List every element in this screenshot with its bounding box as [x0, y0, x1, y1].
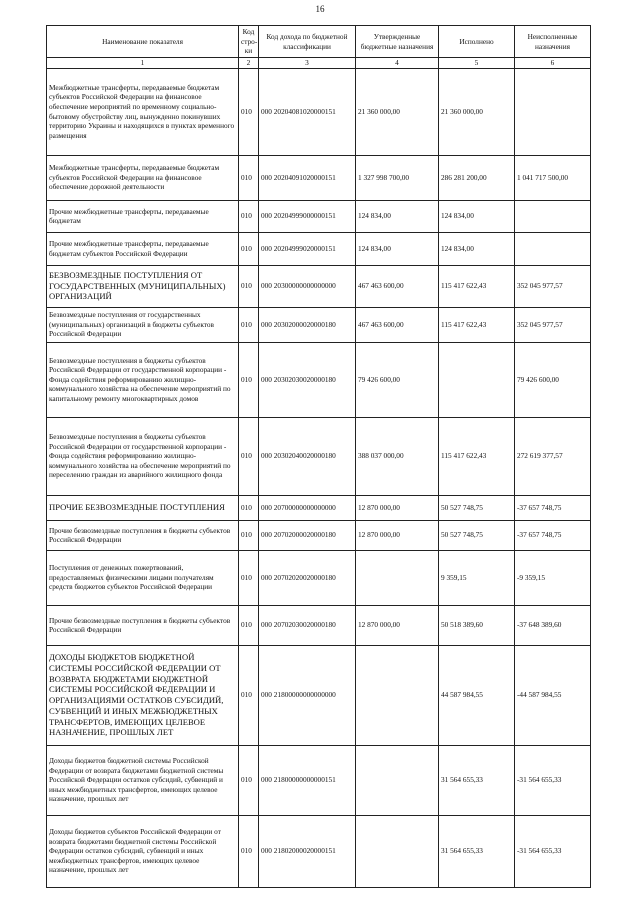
- row-income-code: 000 20302030020000180: [259, 342, 356, 417]
- table-row: [47, 417, 591, 495]
- row-income-code: 000 20302040020000180: [259, 417, 356, 495]
- row-unexecuted: 1 041 717 500,00: [515, 155, 591, 200]
- table-row: [47, 520, 591, 550]
- row-executed: 50 527 748,75: [439, 520, 515, 550]
- page-number: 16: [315, 4, 325, 14]
- row-line-code: 010: [239, 417, 259, 495]
- row-unexecuted: 272 619 377,57: [515, 417, 591, 495]
- table-row: [47, 815, 591, 887]
- row-line-code: 010: [239, 155, 259, 200]
- header-approved: Утвержденные бюджетные назначения: [356, 26, 439, 58]
- row-income-code: 000 21800000000000000: [259, 645, 356, 745]
- row-line-code: 010: [239, 307, 259, 342]
- row-unexecuted: -44 587 984,55: [515, 645, 591, 745]
- table-row: [47, 550, 591, 605]
- column-number: 1: [47, 58, 239, 69]
- row-income-code: 000 21802000020000151: [259, 815, 356, 887]
- row-approved: [356, 745, 439, 815]
- row-executed: 115 417 622,43: [439, 265, 515, 307]
- row-unexecuted: 352 045 977,57: [515, 307, 591, 342]
- row-name: Доходы бюджетов субъектов Российской Федерации от возврата бюджетами бюджетной системы Российской Федерации остатков субсидий, субвенций и иных межбюджетных трансфертов, имеющих целевое назначение, прошлых лет: [47, 815, 239, 887]
- row-line-code: 010: [239, 342, 259, 417]
- row-approved: 1 327 998 700,00: [356, 155, 439, 200]
- row-line-code: 010: [239, 745, 259, 815]
- row-income-code: 000 20204091020000151: [259, 155, 356, 200]
- table-row: [47, 342, 591, 417]
- row-executed: 50 527 748,75: [439, 495, 515, 520]
- row-unexecuted: 352 045 977,57: [515, 265, 591, 307]
- row-approved: 12 870 000,00: [356, 495, 439, 520]
- header-indicator-name: Наименование показателя: [47, 26, 239, 58]
- row-executed: 50 518 389,60: [439, 605, 515, 645]
- row-executed: [439, 342, 515, 417]
- row-name: Безвозмездные поступления от государственных (муниципальных) организаций в бюджеты субъектов Российской Федерации: [47, 307, 239, 342]
- row-unexecuted: -37 657 748,75: [515, 520, 591, 550]
- row-name: Прочие безвозмездные поступления в бюджеты субъектов Российской Федерации: [47, 605, 239, 645]
- row-line-code: 010: [239, 68, 259, 155]
- row-income-code: 000 20702030020000180: [259, 605, 356, 645]
- row-approved: 467 463 600,00: [356, 265, 439, 307]
- column-number: 3: [259, 58, 356, 69]
- header-income-code: Код дохода по бюджетной классификации: [259, 26, 356, 58]
- row-line-code: 010: [239, 265, 259, 307]
- table-row: [47, 495, 591, 520]
- header-executed: Исполнено: [439, 26, 515, 58]
- header-line-code: Код стро-ки: [239, 26, 259, 58]
- row-unexecuted: -9 359,15: [515, 550, 591, 605]
- table-row: [47, 307, 591, 342]
- row-name: Прочие безвозмездные поступления в бюджеты субъектов Российской Федерации: [47, 520, 239, 550]
- row-unexecuted: [515, 68, 591, 155]
- row-income-code: 000 20204081020000151: [259, 68, 356, 155]
- row-income-code: 000 20302000020000180: [259, 307, 356, 342]
- row-approved: [356, 550, 439, 605]
- row-income-code: 000 20702020020000180: [259, 550, 356, 605]
- table-row: [47, 155, 591, 200]
- row-name: Прочие межбюджетные трансферты, передаваемые бюджетам субъектов Российской Федерации: [47, 232, 239, 265]
- row-approved: 21 360 000,00: [356, 68, 439, 155]
- row-approved: 124 834,00: [356, 232, 439, 265]
- row-income-code: 000 20300000000000000: [259, 265, 356, 307]
- row-name: ДОХОДЫ БЮДЖЕТОВ БЮДЖЕТНОЙ СИСТЕМЫ РОССИЙСКОЙ ФЕДЕРАЦИИ ОТ ВОЗВРАТА БЮДЖЕТАМИ БЮДЖЕТНОЙ СИСТЕМЫ РОССИЙСКОЙ ФЕДЕРАЦИИ И ОРГАНИЗАЦИЯМИ ОСТАТКОВ СУБСИДИЙ, СУБВЕНЦИЙ И ИНЫХ МЕЖБЮДЖЕТНЫХ ТРАНСФЕРТОВ, ИМЕЮЩИХ ЦЕЛЕВОЕ НАЗНАЧЕНИЕ, ПРОШЛЫХ ЛЕТ: [47, 645, 239, 745]
- row-executed: 115 417 622,43: [439, 307, 515, 342]
- table-header-row: [47, 26, 591, 58]
- row-executed: 124 834,00: [439, 200, 515, 232]
- row-executed: 44 587 984,55: [439, 645, 515, 745]
- row-income-code: 000 20702000020000180: [259, 520, 356, 550]
- column-number: 5: [439, 58, 515, 69]
- row-executed: 124 834,00: [439, 232, 515, 265]
- row-executed: 286 281 200,00: [439, 155, 515, 200]
- row-name: Прочие межбюджетные трансферты, передаваемые бюджетам: [47, 200, 239, 232]
- row-name: БЕЗВОЗМЕЗДНЫЕ ПОСТУПЛЕНИЯ ОТ ГОСУДАРСТВЕННЫХ (МУНИЦИПАЛЬНЫХ) ОРГАНИЗАЦИЙ: [47, 265, 239, 307]
- table-row: [47, 68, 591, 155]
- row-approved: 467 463 600,00: [356, 307, 439, 342]
- row-unexecuted: [515, 200, 591, 232]
- row-name: Доходы бюджетов бюджетной системы Российской Федерации от возврата бюджетами бюджетной системы Российской Федерации остатков субсидий, субвенций и иных межбюджетных трансфертов, имеющих целевое назначение, прошлых лет: [47, 745, 239, 815]
- row-income-code: 000 21800000000000151: [259, 745, 356, 815]
- row-unexecuted: -37 657 748,75: [515, 495, 591, 520]
- row-line-code: 010: [239, 200, 259, 232]
- row-approved: 12 870 000,00: [356, 605, 439, 645]
- row-line-code: 010: [239, 495, 259, 520]
- row-name: Поступления от денежных пожертвований, предоставляемых физическими лицами получателям средств бюджетов субъектов Российской Федерации: [47, 550, 239, 605]
- row-income-code: 000 20700000000000000: [259, 495, 356, 520]
- column-number-row: [47, 58, 591, 69]
- budget-execution-table: [46, 25, 591, 888]
- row-unexecuted: [515, 232, 591, 265]
- row-line-code: 010: [239, 605, 259, 645]
- row-income-code: 000 20204999000000151: [259, 200, 356, 232]
- table-row: [47, 645, 591, 745]
- row-name: Безвозмездные поступления в бюджеты субъектов Российской Федерации от государственной корпорации - Фонда содействия реформированию жилищно-коммунального хозяйства на обеспечение мероприятий по капитальному ремонту многоквартирных домов: [47, 342, 239, 417]
- row-line-code: 010: [239, 645, 259, 745]
- table-row: [47, 200, 591, 232]
- header-unexecuted: Неисполненные назначения: [515, 26, 591, 58]
- row-approved: 124 834,00: [356, 200, 439, 232]
- row-line-code: 010: [239, 520, 259, 550]
- table-row: [47, 605, 591, 645]
- row-name: Безвозмездные поступления в бюджеты субъектов Российской Федерации от государственной корпорации - Фонда содействия реформированию жилищно-коммунального хозяйства на обеспечение мероприятий по переселению граждан из аварийного жилищного фонда: [47, 417, 239, 495]
- row-approved: 12 870 000,00: [356, 520, 439, 550]
- row-approved: 79 426 600,00: [356, 342, 439, 417]
- row-approved: [356, 645, 439, 745]
- row-line-code: 010: [239, 550, 259, 605]
- row-name: Межбюджетные трансферты, передаваемые бюджетам субъектов Российской Федерации на финансовое обеспечение мероприятий по временному социально-бытовому обустройству лиц, вынужденно покинувших территорию Украины и находящихся в пунктах временного размещения: [47, 68, 239, 155]
- row-unexecuted: -31 564 655,33: [515, 815, 591, 887]
- row-approved: 388 037 000,00: [356, 417, 439, 495]
- row-name: Межбюджетные трансферты, передаваемые бюджетам субъектов Российской Федерации на финансовое обеспечение дорожной деятельности: [47, 155, 239, 200]
- row-line-code: 010: [239, 815, 259, 887]
- table-row: [47, 265, 591, 307]
- column-number: 4: [356, 58, 439, 69]
- table-row: [47, 232, 591, 265]
- row-executed: 21 360 000,00: [439, 68, 515, 155]
- row-executed: 9 359,15: [439, 550, 515, 605]
- column-number: 2: [239, 58, 259, 69]
- row-unexecuted: 79 426 600,00: [515, 342, 591, 417]
- row-unexecuted: -31 564 655,33: [515, 745, 591, 815]
- row-line-code: 010: [239, 232, 259, 265]
- row-executed: 115 417 622,43: [439, 417, 515, 495]
- row-unexecuted: -37 648 389,60: [515, 605, 591, 645]
- table-row: [47, 745, 591, 815]
- row-executed: 31 564 655,33: [439, 815, 515, 887]
- row-approved: [356, 815, 439, 887]
- row-income-code: 000 20204999020000151: [259, 232, 356, 265]
- column-number: 6: [515, 58, 591, 69]
- row-name: ПРОЧИЕ БЕЗВОЗМЕЗДНЫЕ ПОСТУПЛЕНИЯ: [47, 495, 239, 520]
- row-executed: 31 564 655,33: [439, 745, 515, 815]
